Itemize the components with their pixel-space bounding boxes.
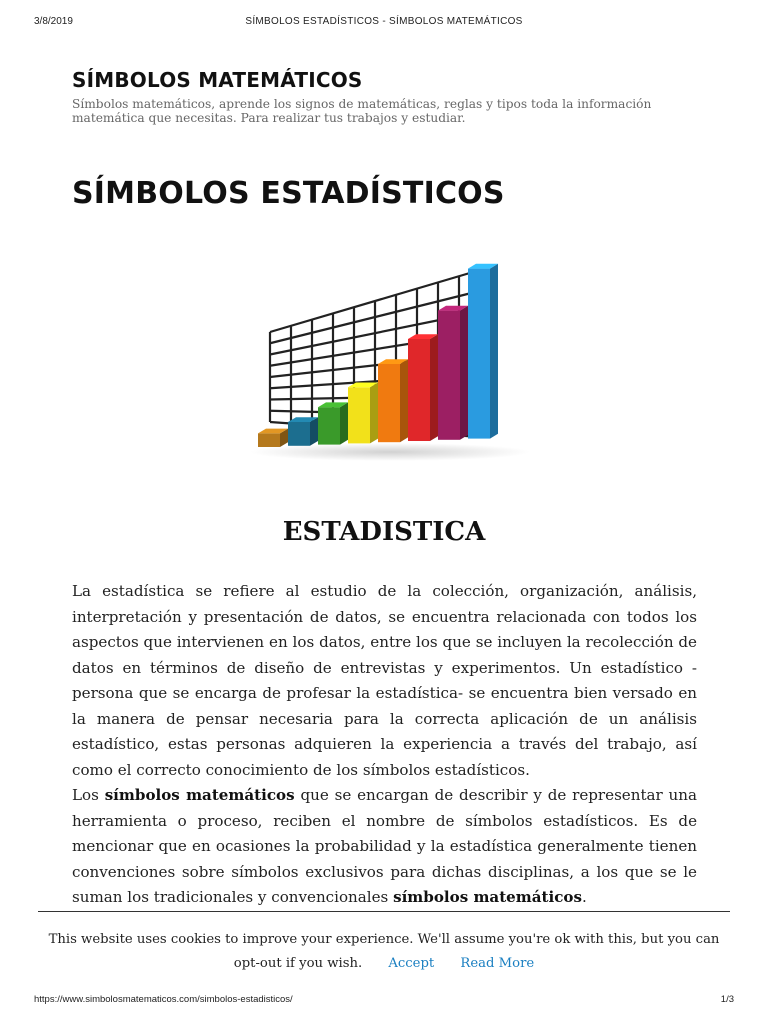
- accept-button[interactable]: Accept: [388, 956, 435, 971]
- paragraph-2-text: Los: [72, 786, 105, 804]
- chart-bar: [378, 364, 400, 442]
- paragraph-2: [72, 783, 697, 911]
- chart-bar-side: [400, 359, 408, 442]
- print-page-number: 1/3: [720, 994, 734, 1005]
- chart-bar-side: [490, 264, 498, 439]
- print-header: [34, 16, 734, 30]
- print-url: https://www.simbolosmatematicos.com/simbolos-estadisticos/: [34, 994, 293, 1005]
- site-title[interactable]: SÍMBOLOS MATEMÁTICOS: [72, 68, 363, 92]
- page-title: SÍMBOLOS ESTADÍSTICOS: [72, 176, 505, 211]
- site-description: Símbolos matemáticos, aprende los signos de matemáticas, reglas y tipos toda la información matemática que necesitas. Para realizar tus trabajos y estudiar.: [72, 97, 652, 125]
- chart-bar-side: [460, 306, 468, 440]
- chart-bar-side: [370, 383, 378, 444]
- paragraph-2-text: que se encargan de describir y de representar una herramienta o proceso, reciben el nombre de símbolos estadísticos. Es de mencionar que en ocasiones la probabilidad y la estadística generalmente tienen convenciones sobre símbolos exclusivos para dichas disciplinas, a los que se le suman los tradicionales y convencionales: [72, 786, 698, 906]
- section-heading: ESTADISTICA: [282, 517, 486, 547]
- read-more-link[interactable]: Read More: [460, 956, 535, 971]
- bold-link-simbolos-matematicos[interactable]: símbolos matemáticos: [393, 888, 582, 906]
- chart-bar-side: [340, 402, 348, 444]
- bold-link-simbolos-matematicos[interactable]: símbolos matemáticos: [104, 786, 295, 804]
- chart-bar: [408, 339, 430, 441]
- bar-chart-illustration: [240, 262, 540, 472]
- paragraph-2-text: .: [582, 888, 587, 906]
- paragraph-1: La estadística se refiere al estudio de la colección, organización, análisis, interpretación y presentación de datos, se encuentra relacionada con todos los aspectos que intervienen en los datos, entre los que se incluyen la recolección de datos en términos de diseño de entrevistas y experimentos. Un estadístico - persona que se encarga de profesar la estadística- se encuentra bien versado en la manera de pensar necesaria para la correcta aplicación de un análisis estadístico, estas personas adquieren la experiencia a través del trabajo, así como el correcto conocimiento de los símbolos estadísticos.: [72, 582, 697, 779]
- print-footer: [34, 994, 734, 1008]
- cookie-banner: [38, 911, 730, 982]
- chart-bar-side: [430, 334, 438, 441]
- chart-bars: [258, 264, 498, 447]
- chart-bar: [318, 407, 340, 444]
- chart-bar: [288, 422, 310, 446]
- cookie-message: [38, 928, 730, 976]
- chart-bar: [258, 433, 280, 447]
- print-date: 3/8/2019: [34, 16, 73, 27]
- bar-chart-3d-icon: [240, 262, 540, 472]
- chart-bar: [348, 387, 370, 443]
- chart-bar: [468, 269, 490, 439]
- print-page-title: SÍMBOLOS ESTADÍSTICOS - SÍMBOLOS MATEMÁTICOS: [245, 16, 523, 27]
- chart-bar-side: [310, 417, 318, 446]
- cookie-text: This website uses cookies to improve your experience. We'll assume you're ok with this, but you can opt-out if you wish.: [48, 932, 720, 971]
- chart-bar: [438, 311, 460, 440]
